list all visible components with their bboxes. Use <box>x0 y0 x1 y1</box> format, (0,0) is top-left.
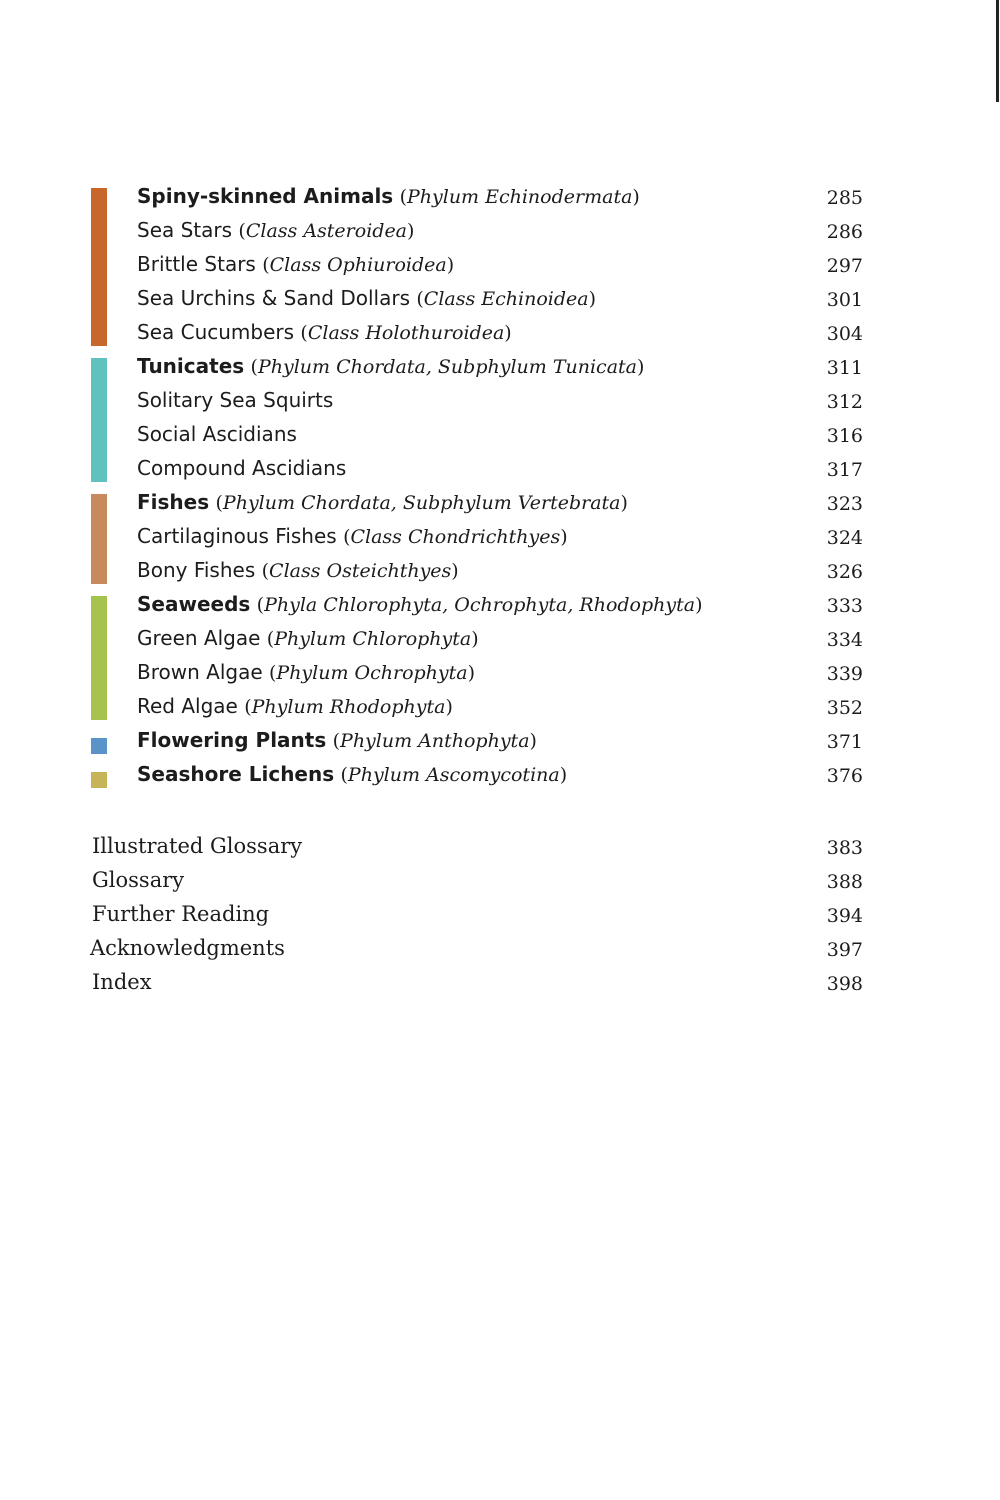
page-number: 388 <box>826 871 863 893</box>
page-number: 326 <box>826 561 863 583</box>
entry-name: Sea Cucumbers <box>137 320 295 344</box>
page-number: 383 <box>826 837 863 859</box>
toc-section-tunicates <box>0 350 1000 486</box>
toc-section-echinoderms <box>0 180 1000 350</box>
toc-entry-title: Cartilaginous Fishes (Class Chondrichthyes) <box>137 524 568 548</box>
toc-entry-title: Sea Urchins & Sand Dollars (Class Echinoidea) <box>137 286 596 310</box>
entry-name: Spiny-skinned Animals <box>137 184 394 208</box>
entry-name: Cartilaginous Fishes <box>137 524 337 548</box>
toc-entry[interactable] <box>0 214 1000 248</box>
toc-entry-title: Bony Fishes (Class Osteichthyes) <box>137 558 459 582</box>
entry-taxon: Class Asteroidea <box>245 220 408 242</box>
toc-entry[interactable] <box>0 622 1000 656</box>
back-matter-title: Index <box>92 970 152 994</box>
back-matter-title: Illustrated Glossary <box>92 834 303 858</box>
entry-name: Sea Stars <box>137 218 233 242</box>
toc-section-fishes <box>0 486 1000 588</box>
toc-entry[interactable] <box>0 180 1000 214</box>
toc-section-flowering-plants <box>0 724 1000 758</box>
page-edge-line <box>996 0 999 102</box>
entry-taxon: Class Holothuroidea <box>307 322 505 344</box>
toc-entry-title: Brittle Stars (Class Ophiuroidea) <box>137 252 455 276</box>
entry-name: Sea Urchins & Sand Dollars <box>137 286 410 310</box>
back-matter-entry[interactable] <box>0 898 1000 932</box>
toc-entry[interactable] <box>0 418 1000 452</box>
entry-taxon: Phylum Chordata, Subphylum Tunicata <box>257 356 637 378</box>
toc-entry-title <box>137 386 333 414</box>
toc-entry[interactable] <box>0 656 1000 690</box>
toc-entry-title: Seaweeds (Phyla Chlorophyta, Ochrophyta, Rhodophyta) <box>137 592 703 616</box>
entry-taxon: Class Ophiuroidea <box>269 254 447 276</box>
entry-name: Brown Algae <box>137 660 263 684</box>
page-number: 304 <box>826 323 863 345</box>
page-number: 323 <box>826 493 863 515</box>
toc-entry[interactable] <box>0 350 1000 384</box>
toc-entry[interactable] <box>0 248 1000 282</box>
back-matter-list <box>0 830 1000 1000</box>
toc-entry[interactable] <box>0 554 1000 588</box>
entry-taxon: Phylum Chlorophyta <box>274 628 472 650</box>
toc-section-lichens <box>0 758 1000 792</box>
back-matter-entry[interactable] <box>0 966 1000 1000</box>
back-matter-title: Acknowledgments <box>90 936 285 960</box>
page-number: 352 <box>826 697 863 719</box>
entry-name: Seashore Lichens <box>137 762 335 786</box>
back-matter-entry[interactable] <box>0 830 1000 864</box>
page-number: 339 <box>826 663 863 685</box>
toc-entry-title: Tunicates (Phylum Chordata, Subphylum Tunicata) <box>137 354 645 378</box>
entry-taxon: Phylum Echinodermata <box>406 186 633 208</box>
toc-entry-title <box>137 454 346 482</box>
back-matter-entry[interactable] <box>0 932 1000 966</box>
toc-entry-title: Sea Stars (Class Asteroidea) <box>137 218 415 242</box>
entry-name: Brittle Stars <box>137 252 256 276</box>
entry-taxon: Phylum Chordata, Subphylum Vertebrata <box>222 492 621 514</box>
page-number: 285 <box>826 187 863 209</box>
toc-entry-title: Red Algae (Phylum Rhodophyta) <box>137 694 453 718</box>
entry-name: Seaweeds <box>137 592 251 616</box>
toc-entry-title: Sea Cucumbers (Class Holothuroidea) <box>137 320 512 344</box>
entry-taxon: Phylum Ochrophyta <box>276 662 468 684</box>
entry-name: Tunicates <box>137 354 245 378</box>
entry-taxon: Class Echinoidea <box>423 288 589 310</box>
page-number: 376 <box>826 765 863 787</box>
page-number: 301 <box>826 289 863 311</box>
page-number: 333 <box>826 595 863 617</box>
entry-name: Bony Fishes <box>137 558 256 582</box>
back-matter-title: Further Reading <box>92 902 270 926</box>
toc-entry-title: Flowering Plants (Phylum Anthophyta) <box>137 728 537 752</box>
entry-taxon: Class Osteichthyes <box>269 560 452 582</box>
page-number: 297 <box>826 255 863 277</box>
toc-entry[interactable] <box>0 384 1000 418</box>
page-number: 371 <box>826 731 863 753</box>
entry-name: Social Ascidians <box>137 422 297 446</box>
page-number: 316 <box>826 425 863 447</box>
toc-entry-title: Brown Algae (Phylum Ochrophyta) <box>137 660 476 684</box>
page-number: 317 <box>826 459 863 481</box>
table-of-contents <box>0 180 1000 792</box>
page-number: 398 <box>826 973 863 995</box>
page-number: 394 <box>826 905 863 927</box>
entry-taxon: Phylum Rhodophyta <box>251 696 446 718</box>
toc-section-seaweeds <box>0 588 1000 724</box>
page-number: 397 <box>826 939 863 961</box>
entry-taxon: Phyla Chlorophyta, Ochrophyta, Rhodophyta <box>264 594 696 616</box>
toc-entry[interactable] <box>0 724 1000 758</box>
back-matter-entry[interactable] <box>0 864 1000 898</box>
toc-entry-title: Green Algae (Phylum Chlorophyta) <box>137 626 479 650</box>
entry-taxon: Class Chondrichthyes <box>350 526 561 548</box>
toc-entry[interactable] <box>0 452 1000 486</box>
page-number: 334 <box>826 629 863 651</box>
toc-entry[interactable] <box>0 690 1000 724</box>
toc-entry[interactable] <box>0 282 1000 316</box>
toc-entry-title: Spiny-skinned Animals (Phylum Echinodermata) <box>137 184 640 208</box>
toc-entry-title: Fishes (Phylum Chordata, Subphylum Vertebrata) <box>137 490 628 514</box>
entry-name: Green Algae <box>137 626 261 650</box>
entry-name: Solitary Sea Squirts <box>137 388 334 412</box>
page-number: 286 <box>826 221 863 243</box>
toc-entry[interactable] <box>0 588 1000 622</box>
entry-taxon: Phylum Anthophyta <box>340 730 530 752</box>
entry-name: Red Algae <box>137 694 238 718</box>
entry-name: Flowering Plants <box>137 728 327 752</box>
toc-entry[interactable] <box>0 316 1000 350</box>
toc-entry[interactable] <box>0 758 1000 792</box>
page-number: 312 <box>826 391 863 413</box>
back-matter-title: Glossary <box>92 868 185 892</box>
page-number: 311 <box>826 357 863 379</box>
entry-name: Fishes <box>137 490 210 514</box>
toc-entry[interactable] <box>0 486 1000 520</box>
toc-entry-title: Seashore Lichens (Phylum Ascomycotina) <box>137 762 568 786</box>
entry-name: Compound Ascidians <box>137 456 347 480</box>
entry-taxon: Phylum Ascomycotina <box>347 764 560 786</box>
toc-entry-title <box>137 420 297 448</box>
toc-entry[interactable] <box>0 520 1000 554</box>
page-number: 324 <box>826 527 863 549</box>
